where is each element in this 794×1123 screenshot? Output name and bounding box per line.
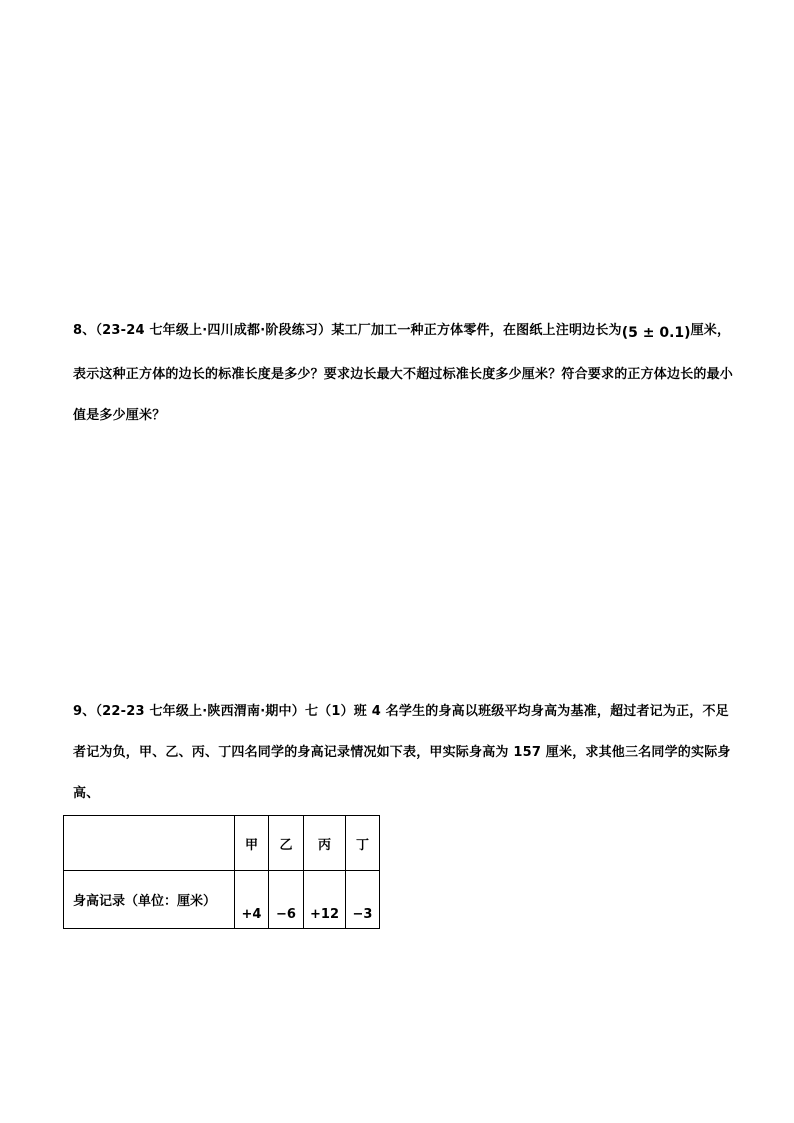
question-text-continued: 厘米，表示这种正方体的边长的标准长度是多少？要求边长最大不超过标准长度多少厘米？符合要求的正方体边长的最小值是多少厘米？ [73, 323, 734, 423]
table-header-cell: 乙 [269, 816, 304, 871]
table-row [64, 871, 380, 929]
question-9 [73, 691, 733, 814]
math-expression: (5 ± 0.1) [621, 325, 691, 341]
table-header-cell: 甲 [235, 816, 269, 871]
table-cell: +4 [235, 871, 269, 929]
question-text: 七（1）班 4 名学生的身高以班级平均身高为基准，超过者记为正，不足者记为负，甲、乙、丙、丁四名同学的身高记录情况如下表，甲实际身高为 157 厘米，求其他三名同学的实际身高、 [73, 704, 731, 801]
height-record-table [63, 815, 380, 929]
table-header-cell: 丙 [304, 816, 346, 871]
table-header-cell: 丁 [346, 816, 380, 871]
table-cell: −6 [269, 871, 304, 929]
question-number: 8、 [73, 323, 96, 338]
question-8 [73, 310, 733, 436]
table-header-row [64, 816, 380, 871]
table-cell: −3 [346, 871, 380, 929]
table-row-label: 身高记录（单位：厘米） [64, 871, 235, 929]
question-text: 某工厂加工一种正方体零件，在图纸上注明边长为 [331, 323, 622, 338]
question-number: 9、 [73, 704, 96, 719]
table-corner-cell [64, 816, 235, 871]
question-source: （22-23 七年级上·陕西渭南·期中） [95, 704, 305, 719]
table-cell: +12 [304, 871, 346, 929]
question-source: （23-24 七年级上·四川成都·阶段练习） [95, 323, 332, 338]
